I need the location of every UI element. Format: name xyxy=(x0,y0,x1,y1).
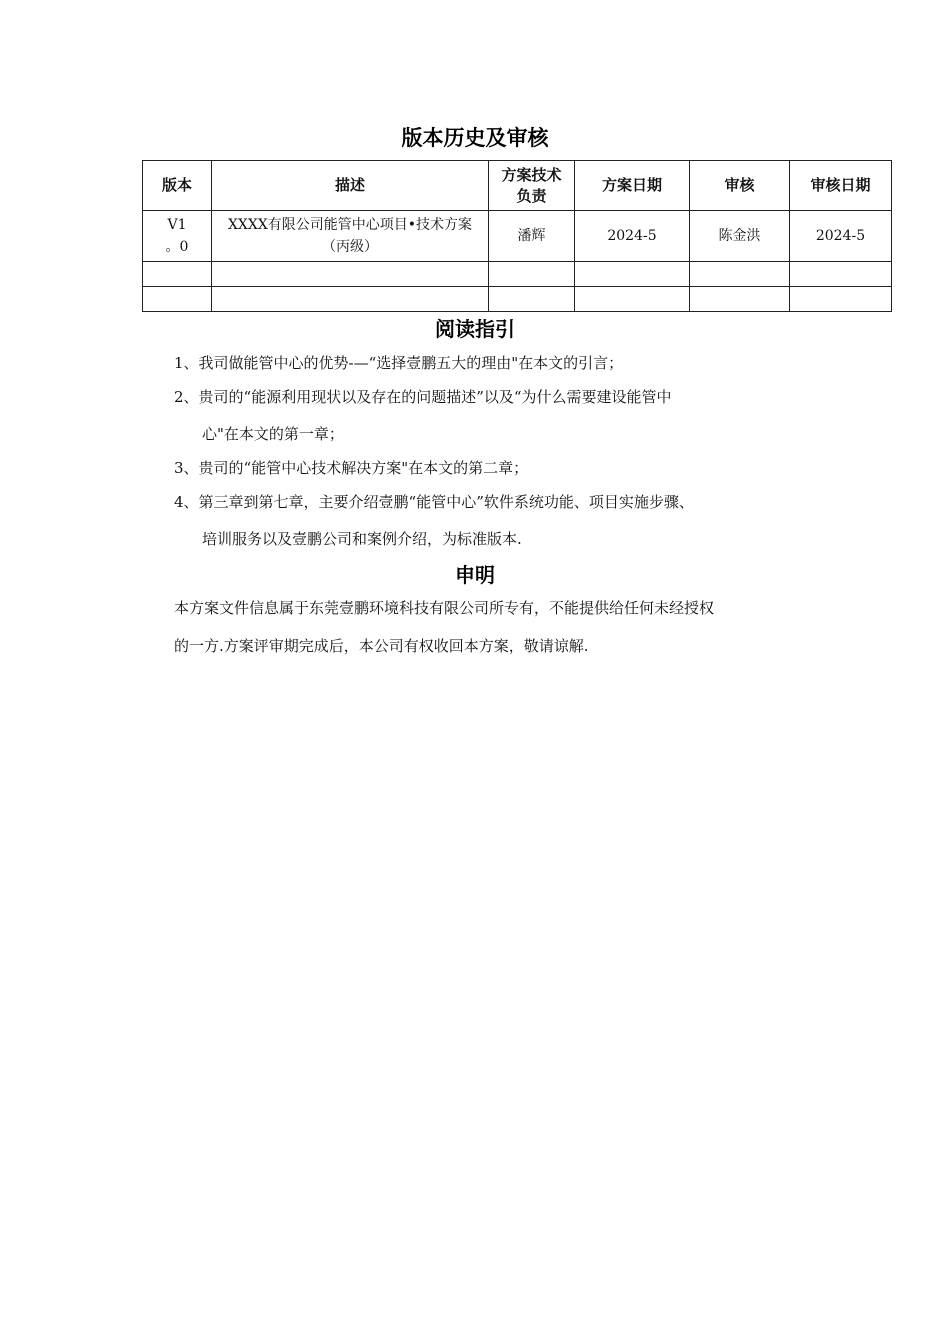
version-history-table xyxy=(142,160,892,312)
header-review-date: 审核日期 xyxy=(790,161,892,211)
empty-cell xyxy=(690,262,790,287)
guide-item-2: 2、贵司的“能源利用现状以及存在的问题描述”以及“为什么需要建设能管中 xyxy=(174,388,672,406)
guide-item-4: 4、第三章到第七章，主要介绍壹鹏“能管中心”软件系统功能、项目实施步骤、 xyxy=(174,493,694,511)
header-plan-date: 方案日期 xyxy=(575,161,690,211)
tech-lead-cell: 潘辉 xyxy=(489,211,575,262)
table-header-row xyxy=(143,161,892,211)
plan-date-cell: 2024-5 xyxy=(575,211,690,262)
empty-cell xyxy=(212,262,489,287)
guide-item-1: 1、我司做能管中心的优势-—“选择壹鹏五大的理由"在本文的引言； xyxy=(174,354,624,372)
header-tech-lead-label: 方案技术负责 xyxy=(501,165,562,205)
version-line-2: 。0 xyxy=(165,239,189,255)
empty-cell xyxy=(143,287,212,312)
statement-line-1: 本方案文件信息属于东莞壹鹏环境科技有限公司所专有，不能提供给任何未经授权 xyxy=(174,599,715,617)
guide-item-2-continued: 心"在本文的第一章； xyxy=(202,425,344,443)
reviewer-cell: 陈金洪 xyxy=(690,211,790,262)
guide-item-3: 3、贵司的“能管中心技术解决方案"在本文的第二章； xyxy=(174,459,529,477)
empty-cell xyxy=(790,262,892,287)
version-cell xyxy=(143,211,212,262)
reading-guide-title: 阅读指引 xyxy=(435,317,515,341)
empty-cell xyxy=(575,287,690,312)
statement-line-2: 的一方.方案评审期完成后，本公司有权收回本方案，敬请谅解. xyxy=(174,637,589,655)
header-tech-lead xyxy=(489,161,575,211)
empty-cell xyxy=(489,262,575,287)
empty-cell xyxy=(790,287,892,312)
table-row xyxy=(143,211,892,262)
empty-cell xyxy=(690,287,790,312)
guide-item-4-continued: 培训服务以及壹鹏公司和案例介绍，为标准版本. xyxy=(202,530,522,548)
header-version: 版本 xyxy=(143,161,212,211)
header-description: 描述 xyxy=(212,161,489,211)
version-line-1: V1 xyxy=(167,217,187,233)
table-row-empty xyxy=(143,287,892,312)
review-date-cell: 2024-5 xyxy=(790,211,892,262)
description-cell: XXXX有限公司能管中心项目•技术方案（丙级） xyxy=(212,211,489,262)
empty-cell xyxy=(143,262,212,287)
empty-cell xyxy=(212,287,489,312)
table-row-empty xyxy=(143,262,892,287)
header-reviewer: 审核 xyxy=(690,161,790,211)
version-history-title: 版本历史及审核 xyxy=(401,126,549,150)
empty-cell xyxy=(489,287,575,312)
empty-cell xyxy=(575,262,690,287)
statement-title: 申明 xyxy=(455,563,495,587)
